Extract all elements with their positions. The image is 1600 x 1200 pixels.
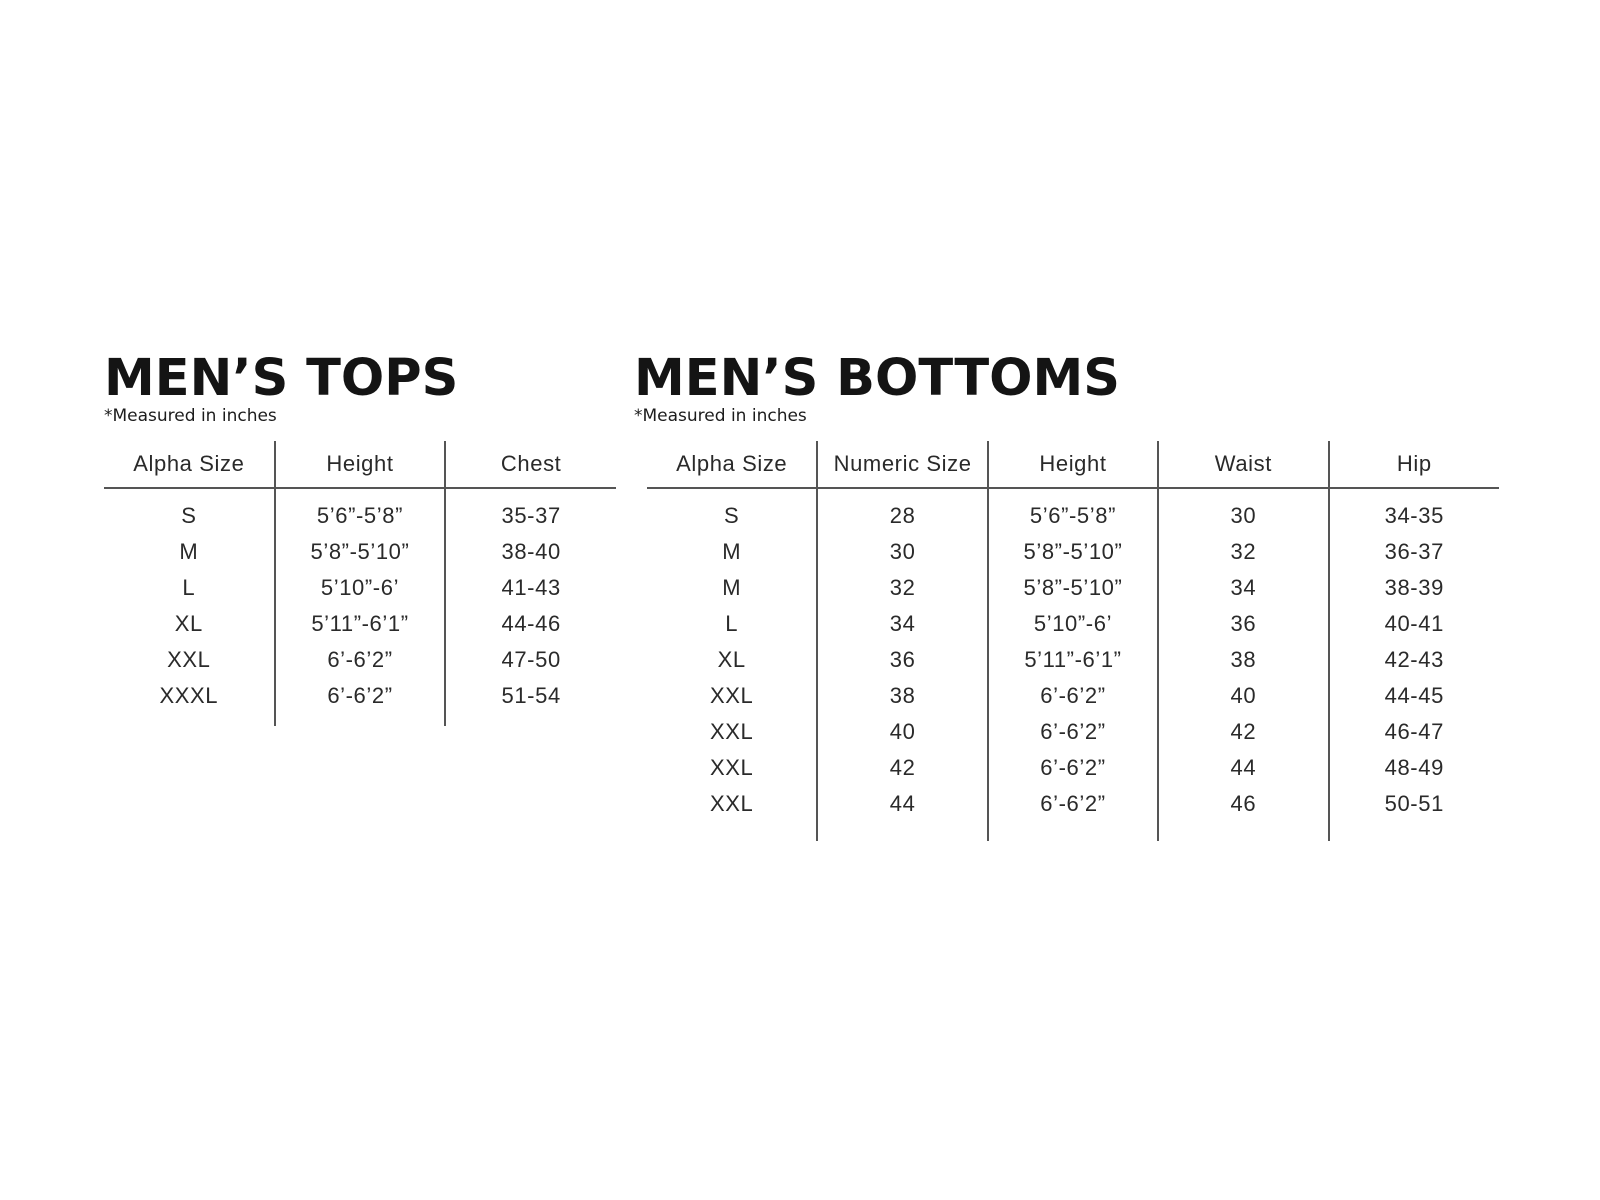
mens-tops-table-foot [104,714,616,726]
mens-tops-table-body [104,488,616,714]
mens-tops-title: MEN’S TOPS [104,349,459,408]
line-extension-cell [647,822,817,841]
table-row [647,534,1499,570]
table-row [647,642,1499,678]
table-cell: 51-54 [445,678,616,714]
table-cell: 34 [817,606,987,642]
mens-bottoms-table-body [647,488,1499,822]
column-header: Chest [445,441,616,488]
mens-bottoms-measure-note: *Measured in inches [634,406,807,426]
column-header: Height [275,441,446,488]
table-row [104,534,616,570]
table-cell: XXL [710,755,754,780]
line-extension-cell [104,714,275,726]
table-cell: 41-43 [445,570,616,606]
mens-tops-section-header [104,349,459,426]
table-cell: 46 [1158,786,1328,822]
table-cell: 38-39 [1329,570,1499,606]
line-extension-cell [1329,822,1499,841]
table-cell: 42-43 [1329,642,1499,678]
table-cell: 5’6”-5’8” [275,488,446,534]
table-row [647,606,1499,642]
mens-tops-measure-note: *Measured in inches [104,406,277,426]
table-cell: 38 [1158,642,1328,678]
table-cell: XXL [167,647,211,672]
table-cell: 44 [817,786,987,822]
table-cell: 5’10”-6’ [988,606,1158,642]
table-row [647,750,1499,786]
line-extension-cell [445,714,616,726]
table-cell: XXL [710,791,754,816]
header-row [647,441,1499,488]
table-cell: 44 [1158,750,1328,786]
column-header: Hip [1329,441,1499,488]
table-cell: 30 [1158,488,1328,534]
table-cell: 44-46 [445,606,616,642]
table-cell: 5’8”-5’10” [988,570,1158,606]
table-cell: 46-47 [1329,714,1499,750]
table-row [647,786,1499,822]
table-cell: 6’-6’2” [275,678,446,714]
table-cell: 38-40 [445,534,616,570]
table-cell: 5’8”-5’10” [988,534,1158,570]
table-row [104,488,616,534]
table-cell: L [182,575,196,600]
table-cell: 42 [817,750,987,786]
table-cell: XL [717,647,746,672]
table-row [647,678,1499,714]
table-row [104,570,616,606]
line-extension-cell [1158,822,1328,841]
table-cell: M [722,539,742,564]
table-cell: 40 [1158,678,1328,714]
table-cell: 40-41 [1329,606,1499,642]
table-cell: XL [174,611,203,636]
table-cell: 38 [817,678,987,714]
mens-bottoms-size-table [647,441,1499,841]
table-cell: 5’6”-5’8” [988,488,1158,534]
table-cell: 36-37 [1329,534,1499,570]
table-cell: 47-50 [445,642,616,678]
table-cell: 42 [1158,714,1328,750]
table-cell: 30 [817,534,987,570]
table-cell: 44-45 [1329,678,1499,714]
table-cell: 6’-6’2” [988,750,1158,786]
line-extension-cell [817,822,987,841]
table-cell: 40 [817,714,987,750]
mens-tops-table-head [104,441,616,488]
table-cell: 34-35 [1329,488,1499,534]
table-cell: L [725,611,739,636]
mens-bottoms-table-foot [647,822,1499,841]
table-cell: 6’-6’2” [988,786,1158,822]
line-extension-row [647,822,1499,841]
column-header: Waist [1158,441,1328,488]
table-cell: XXL [710,683,754,708]
table-cell: XXL [710,719,754,744]
column-header: Height [988,441,1158,488]
line-extension-cell [988,822,1158,841]
table-cell: M [722,575,742,600]
line-extension-cell [275,714,446,726]
line-extension-row [104,714,616,726]
table-row [647,714,1499,750]
table-cell: 6’-6’2” [988,714,1158,750]
table-cell: 48-49 [1329,750,1499,786]
table-row [647,488,1499,534]
table-cell: 34 [1158,570,1328,606]
mens-bottoms-title: MEN’S BOTTOMS [634,349,1120,408]
mens-bottoms-table-head [647,441,1499,488]
header-row [104,441,616,488]
table-cell: 35-37 [445,488,616,534]
table-cell: 36 [1158,606,1328,642]
table-cell: M [179,539,199,564]
column-header: Alpha Size [104,441,275,488]
mens-tops-size-table [104,441,616,726]
table-cell: 5’11”-6’1” [275,606,446,642]
table-cell: S [724,503,740,528]
table-cell: 36 [817,642,987,678]
table-row [104,678,616,714]
table-cell: 5’8”-5’10” [275,534,446,570]
table-row [647,570,1499,606]
column-header: Numeric Size [817,441,987,488]
table-cell: 6’-6’2” [275,642,446,678]
table-cell: 32 [1158,534,1328,570]
table-cell: XXXL [159,683,219,708]
column-header: Alpha Size [647,441,817,488]
table-cell: 6’-6’2” [988,678,1158,714]
table-cell: S [181,503,197,528]
table-cell: 5’11”-6’1” [988,642,1158,678]
table-cell: 50-51 [1329,786,1499,822]
mens-bottoms-section-header [634,349,1120,426]
table-cell: 32 [817,570,987,606]
table-cell: 28 [817,488,987,534]
table-row [104,642,616,678]
table-row [104,606,616,642]
table-cell: 5’10”-6’ [275,570,446,606]
